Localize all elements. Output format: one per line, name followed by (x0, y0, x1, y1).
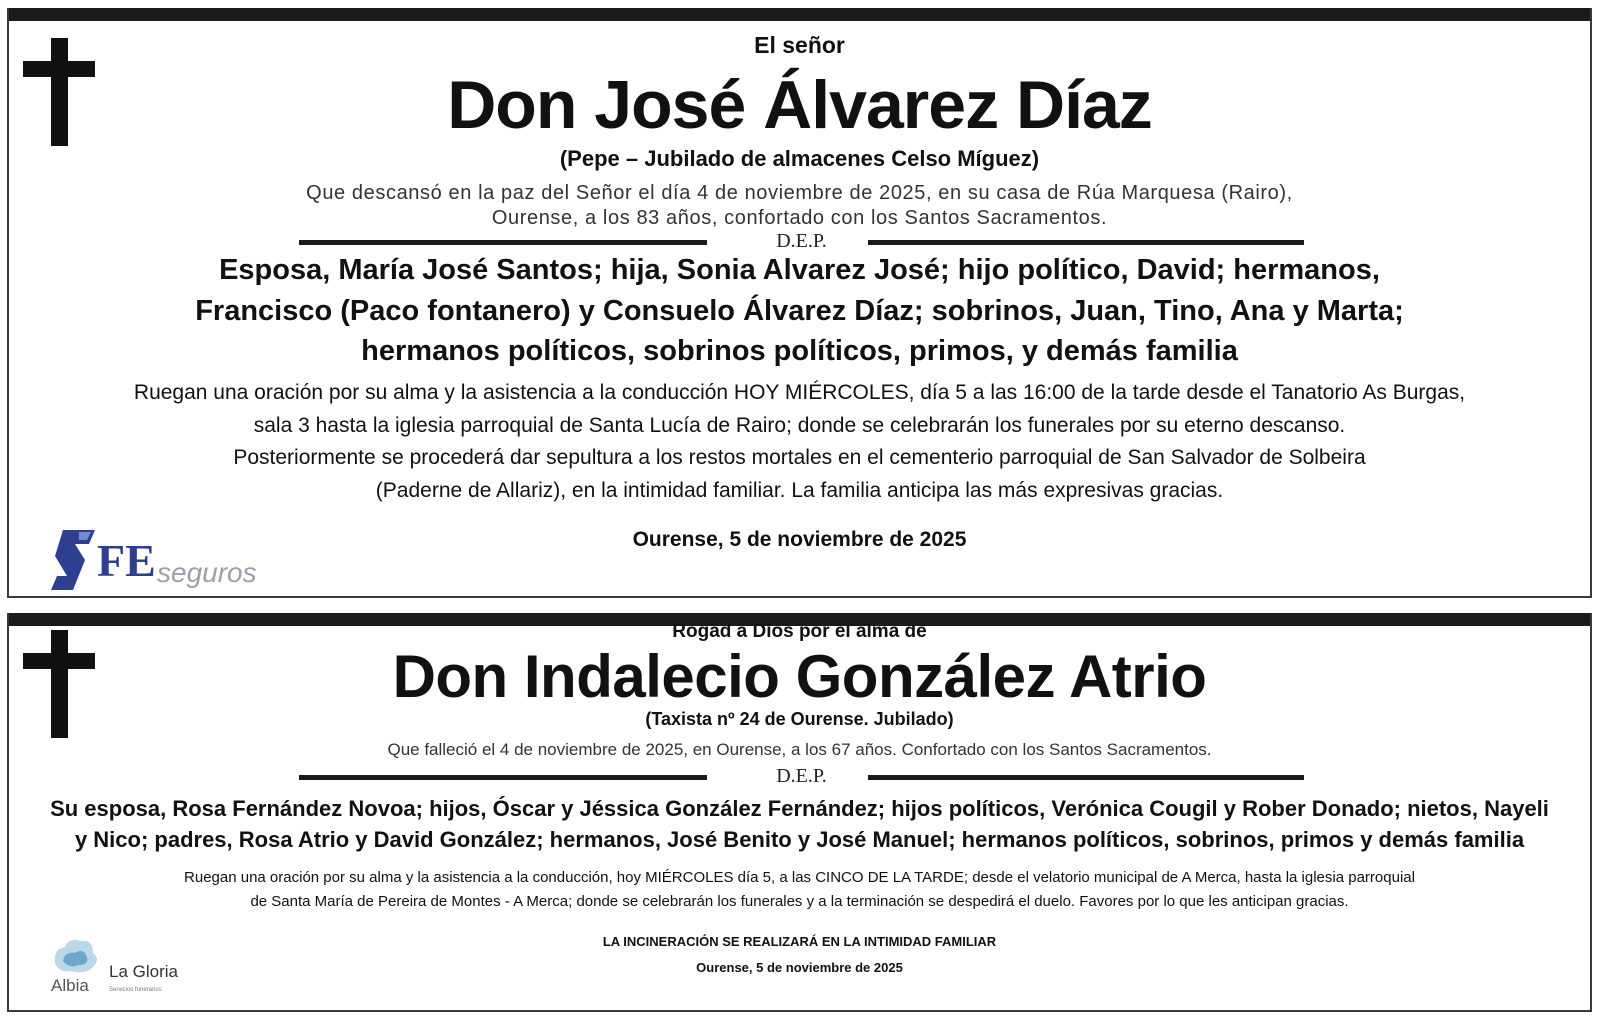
dep-text: D.E.P. (776, 765, 827, 787)
family-line-1: Esposa, María José Santos; hija, Sonia Alvarez José; hijo político, David; hermanos, (219, 254, 1380, 286)
service-line-2: sala 3 hasta la iglesia parroquial de Santa Lucía de Rairo; donde se celebrarán los funerales por su eterno descanso. (253, 414, 1346, 437)
service-line-2: de Santa María de Pereira de Montes - A Merca; donde se celebrarán los funerales y a la terminación se despedirá el duelo. Favores por lo que les anticipan gracias. (250, 893, 1349, 910)
service-line-1: Ruegan una oración por su alma y la asistencia a la conducción, hoy MIÉRCOLES día 5, a las CINCO DE LA TARDE; desde el velatorio municipal de A Merca, hasta la iglesia parroquial (184, 869, 1415, 886)
svg-text:Servicios funerarios: Servicios funerarios (109, 987, 162, 993)
fe-seguros-logo (49, 526, 279, 596)
deceased-name: Don Indalecio González Atrio (392, 643, 1207, 710)
family-line-2: y Nico; padres, Rosa Atrio y David González; hermanos, José Benito y José Manuel; hermanos políticos, sobrinos, primos y demás familia (74, 827, 1525, 852)
obituary-notice-1 (7, 8, 1592, 598)
death-info-line: Que falleció el 4 de noviembre de 2025, en Ourense, a los 67 años. Confortado con los Santos Sacramentos. (387, 740, 1212, 759)
dep-divider (299, 767, 1304, 789)
service-line-1: Ruegan una oración por su alma y la asistencia a la conducción HOY MIÉRCOLES, día 5 a las 16:00 de la tarde desde el Tanatorio As Burgas, (133, 381, 1466, 404)
svg-text:seguros: seguros (157, 557, 257, 588)
place-date: Ourense, 5 de noviembre de 2025 (632, 528, 967, 551)
intro-text: Rogad a Dios por el alma de (672, 621, 927, 642)
place-date: Ourense, 5 de noviembre de 2025 (696, 960, 903, 975)
dep-divider (299, 232, 1304, 254)
death-info-line-1: Que descansó en la paz del Señor el día 4 de noviembre de 2025, en su casa de Rúa Marquesa (Rairo), (306, 182, 1293, 204)
family-line-3: hermanos políticos, sobrinos políticos, primos, y demás familia (361, 335, 1238, 367)
service-line-3: Posteriormente se procederá dar sepultura a los restos mortales en el cementerio parroquial de San Salvador de Solbeira (233, 446, 1366, 469)
family-line-1: Su esposa, Rosa Fernández Novoa; hijos, Óscar y Jéssica González Fernández; hijos políticos, Verónica Cougil y Rober Donado; nietos, Nayeli (50, 796, 1549, 821)
family-line-2: Francisco (Paco fontanero) y Consuelo Álvarez Díaz; sobrinos, Juan, Tino, Ana y Marta; (195, 295, 1404, 327)
top-border-bar (9, 8, 1590, 21)
albia-la-gloria-logo (49, 933, 199, 999)
deceased-name: Don José Álvarez Díaz (447, 67, 1152, 143)
intro-text: El señor (754, 32, 845, 58)
service-line-4: (Paderne de Allariz), en la intimidad familiar. La familia anticipa las más expresivas gracias. (375, 479, 1224, 502)
svg-text:La Gloria: La Gloria (109, 962, 178, 981)
svg-text:Albia: Albia (51, 976, 89, 995)
obituary-notice-2 (7, 613, 1592, 1012)
svg-text:FE: FE (97, 535, 156, 586)
dep-text: D.E.P. (776, 230, 827, 252)
deceased-subtitle: (Taxista nº 24 de Ourense. Jubilado) (645, 709, 954, 729)
cremation-notice: LA INCINERACIÓN SE REALIZARÁ EN LA INTIMIDAD FAMILIAR (602, 934, 997, 949)
death-info-line-2: Ourense, a los 83 años, confortado con los Santos Sacramentos. (491, 207, 1108, 229)
deceased-subtitle: (Pepe – Jubilado de almacenes Celso Míguez) (559, 146, 1040, 171)
